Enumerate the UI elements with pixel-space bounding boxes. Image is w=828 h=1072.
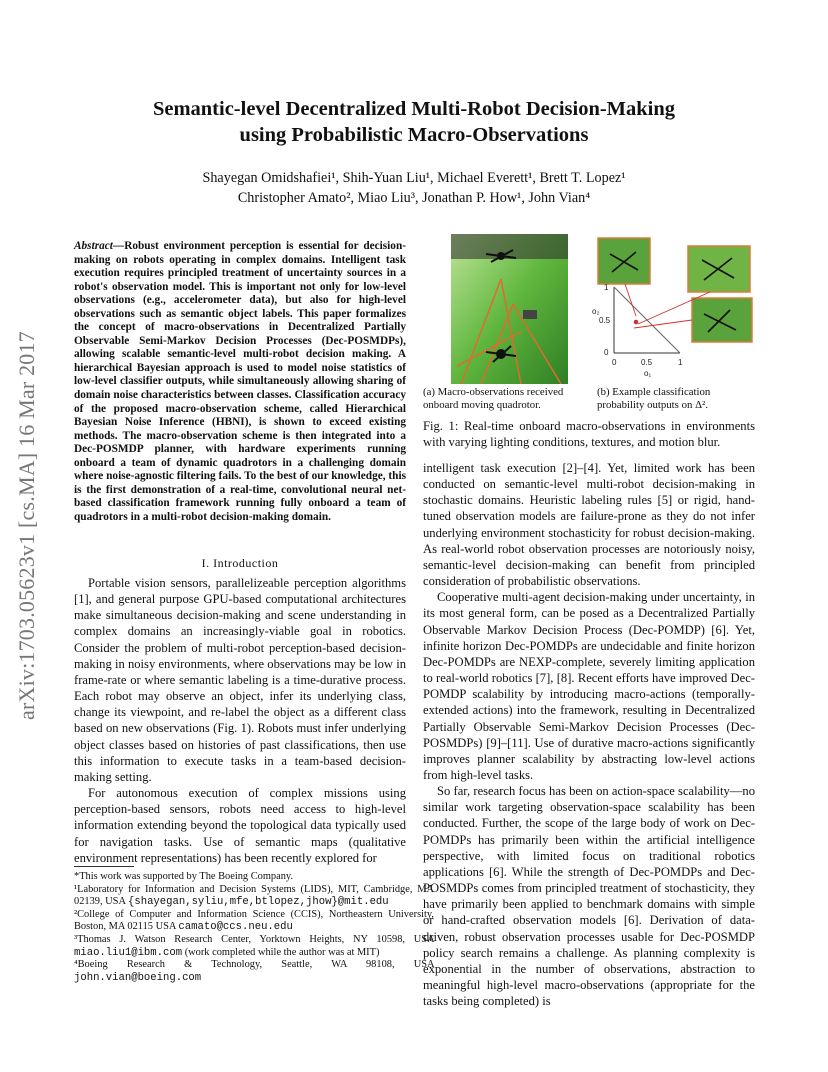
footnote-2: ²College of Computer and Information Science (CCIS), Northeastern University, Boston, MA 02115 USA camato@ccs.neu.edu [74, 908, 434, 934]
paper-title [90, 96, 738, 148]
paragraph: intelligent task execution [2]–[4]. Yet, limited work has been conducted on semantic-level multi-robot decision-making in stochastic domains. Heuristic labeling rules [5] or rigid, hand-tuned observation models are failure-prone as they do not infer underlying environment stochasticity for robust decision-making. As real-world robot observation processes are notoriously noisy, semantic-level decision-making can benefit from principled consideration of probabilistic observations. [423, 461, 755, 589]
email-link[interactable]: miao.liu1@ibm.com [74, 946, 183, 959]
y-tick-label: 0.5 [599, 316, 611, 325]
footnote-4: ⁴Boeing Research & Technology, Seattle, WA 98108, USA john.vian@boeing.com [74, 959, 434, 984]
y-axis-label: o₂ [592, 307, 600, 316]
footnote-support: *This work was supported by The Boeing Company. [74, 871, 294, 882]
abstract-label: Abstract— [74, 240, 125, 252]
footnote-3: ³Thomas J. Watson Research Center, Yorktown Heights, NY 10598, USA miao.liu1@ibm.com (work completed while the author was at MIT) [74, 933, 434, 959]
section-heading: I. Introduction [201, 556, 279, 570]
data-point [634, 320, 639, 325]
footnote-1: ¹Laboratory for Information and Decision Systems (LIDS), MIT, Cambridge, MA 02139, USA {shayegan,syliu,mfe,btlopez,jhow}@mit.edu [74, 883, 434, 909]
subcaption-a: (a) Macro-observations received onboard moving quadrotor. [423, 386, 564, 411]
x-axis-label: o₁ [644, 369, 652, 378]
inset-bottom [692, 298, 752, 342]
title-line-1: Semantic-level Decentralized Multi-Robot Decision-Making [152, 98, 676, 120]
intro-right-column [423, 460, 755, 1009]
inset-top [598, 238, 650, 284]
author-list [100, 168, 728, 208]
abstract [74, 240, 406, 524]
figure-caption: Fig. 1: Real-time onboard macro-observations in environments with varying lighting conditions, textures, and motion blur. [423, 419, 755, 450]
paragraph: Cooperative multi-agent decision-making under uncertainty, in its most general form, can be posed as a Decentralized Partially Observable Markov Decision Process (Dec-POMDP) [6]. Yet, infinite horizon Dec-POMDPs are undecidable and finite horizon Dec-POMDPs are NEXP-complete, severely limiting application to real-world robotics [7], [8]. Recent efforts have improved Dec-POMDP scalability by introducing macro-actions (temporally-extended actions) into the framework, resulting in Decentralized Partially Observable Semi-Markov Decision Processes (Dec-POSMDPs) [9]–[11]. Use of durative macro-actions significantly improves planner scalability by abstracting low-level actions from high-level tasks. [423, 590, 755, 782]
authors-line-1: Shayegan Omidshafiei¹, Shih-Yuan Liu¹, Michael Everett¹, Brett T. Lopez¹ [202, 170, 626, 186]
figure-1b-plot [590, 234, 756, 380]
footnotes [74, 871, 434, 984]
paragraph: Portable vision sensors, parallelizeable perception algorithms [1], and general purpose GPU-based computational architectures make simultaneous decision-making and scene understanding in complex domains an increasingly-viable goal in robotics. Consider the problem of multi-robot perception-based decision-making in noisy environments, where observations may be low in frame-rate or where semantic labeling is a time-durative process. Each robot may observe an object, infer its underlying class, change its viewpoint, and re-label the object as a different class based on new observations (Fig. 1). Robots must infer underlying object classes based on histories of past classifications, then use this information to execute tasks in a team-based decision-making setting. [74, 576, 406, 784]
arxiv-identifier: arXiv:1703.05623v1 [cs.MA] 16 Mar 2017 [14, 331, 39, 720]
y-tick-label: 0 [604, 348, 609, 357]
paragraph: For autonomous execution of complex missions using perception-based sensors, robots need access to high-level information extending beyond the topological data typically used for navigation tasks. Use of semantic maps (qualitative environment representations) has been recently explored for [74, 786, 406, 865]
x-tick-label: 0.5 [641, 358, 653, 367]
footnote-rule [74, 866, 134, 867]
x-tick-label: 0 [612, 358, 617, 367]
email-link[interactable]: camato@ccs.neu.edu [178, 921, 293, 934]
email-link[interactable]: john.vian@boeing.com [74, 971, 202, 984]
subcaption-b: (b) Example classification probability outputs on Δ². [597, 386, 711, 411]
x-tick-label: 1 [678, 358, 683, 367]
title-line-2: using Probabilistic Macro-Observations [239, 124, 589, 146]
y-tick-label: 1 [604, 283, 609, 292]
authors-line-2: Christopher Amato², Miao Liu³, Jonathan P. How¹, John Vian⁴ [237, 190, 591, 206]
email-link[interactable]: {shayegan,syliu,mfe,btlopez,jhow}@mit.edu [128, 896, 389, 909]
intro-left-column [74, 575, 406, 866]
abstract-text: Robust environment perception is essential for decision-making on robots operating in complex domains. Intelligent task execution requires principled treatment of uncertainty sources in a robot's observation model. This is important not only for low-level observations (e.g., accelerometer data), but also for high-level observations such as semantic object labels. This paper formalizes the concept of macro-observations in Decentralized Partially Observable Semi-Markov Decision Processes (Dec-POSMDPs), allowing scalable semantic-level multi-robot decision making. A hierarchical Bayesian approach is used to model noise statistics of low-level classifier outputs, while simultaneously allowing sharing of domain noise characteristics between classes. Classification accuracy of the proposed macro-observation scheme, called Hierarchical Bayesian Noise Inference (HBNI), is shown to exceed existing methods. The macro-observation scheme is then integrated into a Dec-POSMDP planner, with hardware experiments running onboard a team of dynamic quadrotors in a challenging domain where noise-agnostic filtering fails. To the best of our knowledge, this is the first demonstration of a real-time, convolutional neural net-based classification framework running fully onboard a team of quadrotors in a multi-robot decision-making domain. [74, 240, 406, 523]
inset-middle [688, 246, 750, 292]
figure-1a-photo [451, 234, 568, 384]
paragraph: So far, research focus has been on action-space scalability—no similar work targeting observation-space scalability has been conducted. Further, the scope of the large body of work on Dec-POMDPs has primarily been within the artificial intelligence perspective, with limited focus on traditional robotics applications [6]. While the strength of Dec-POMDPs and Dec-POSMDPs comes from principled treatment of stochasticity, they have primarily been applied to benchmark domains with simple or hand-crafted observation models [6]. Derivation of data-driven, robust observation processes usable for Dec-POSMDP policy search remains a challenge. As planning complexity is exponential in the number of observations, abstraction to meaningful high-level macro-observations (appropriate for the tasks being completed) is [423, 784, 755, 1009]
